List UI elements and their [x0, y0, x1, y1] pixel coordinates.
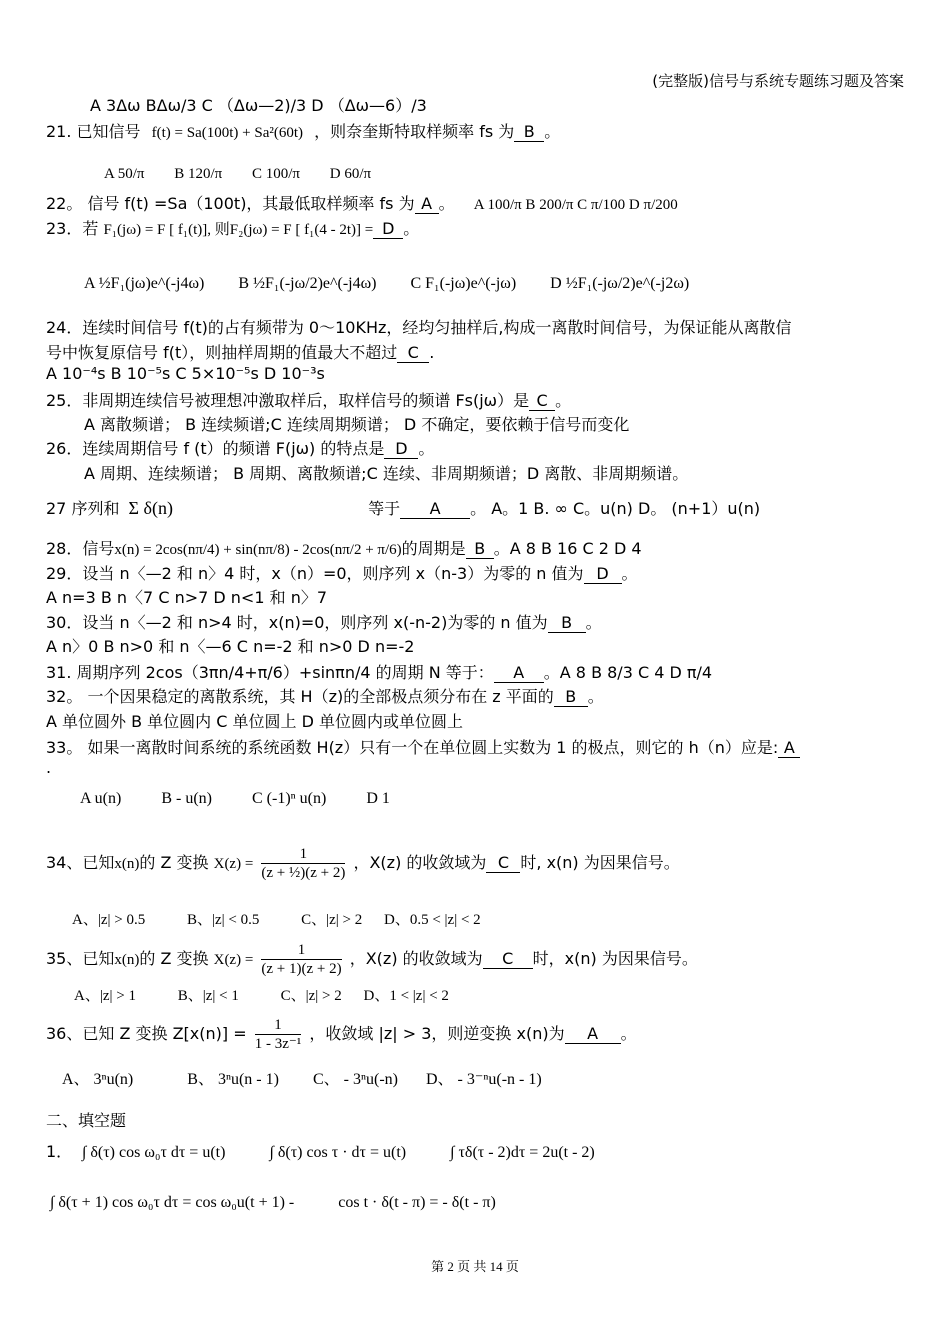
q21-answer: B: [514, 122, 544, 142]
q27-formula: Σ δ(n): [128, 498, 173, 518]
question-33: 33。 如果一离散时间系统的系统函数 H(z）只有一个在单位圆上实数为 1 的极点，则它的 h（n）应是: A: [46, 735, 800, 758]
q23-formula: F₁(jω) = F [ f₁(t)], 则F₂(jω) = F [ f₁(4 - 2t)] =: [103, 222, 374, 238]
q30-options: A n〉0 B n>0 和 n〈—6 C n=-2 和 n>0 D n=-2: [46, 637, 415, 656]
question-34: 34、已知x(n)的 Z 变换 X(z) = $\frac{1}{\text{(z + ½)(z + 2)}}$ ，X(z) 的收敛域为 C 时, x(n) 为因果信号。: [46, 846, 680, 881]
question-24-line2: 号中恢复原信号 f(t），则抽样周期的值最大不超过 C .: [46, 343, 435, 362]
q30-answer: B: [548, 613, 586, 633]
q31-answer: A: [494, 663, 544, 683]
question-24-line1: 24．连续时间信号 f(t)的占有频带为 0～10KHz，经均匀抽样后,构成一离散时间信号，为保证能从离散信: [46, 318, 792, 337]
question-22: 22。 信号 f(t) =Sa（100t)，其最低取样频率 fs 为 A 。 A 100/π B 200/π C π/100 D π/200: [46, 194, 678, 213]
fill-1-label: 1．: [46, 1142, 73, 1161]
q28-answer: B: [466, 539, 494, 559]
q32-options: A 单位圆外 B 单位圆内 C 单位圆上 D 单位圆内或单位圆上: [46, 712, 464, 731]
fill-1-row2: ∫ δ(τ + 1) cos ω₀τ dτ = cos ω₀u(t + 1) - cos t · δ(t - π) = - δ(t - π): [50, 1194, 496, 1211]
q36-fraction: $\frac{1}{\text{1 - 3z⁻¹}}$: [254, 1017, 302, 1052]
q29-options: A n=3 B n〈7 C n>7 D n<1 和 n〉7: [46, 588, 328, 607]
q35-answer: C: [483, 949, 533, 969]
question-26: 26．连续周期信号 f (t）的频谱 F(jω) 的特点是 D 。: [46, 439, 435, 458]
question-30: 30．设当 n〈—2 和 n>4 时，x(n)=0，则序列 x(-n-2)为零的 n 值为 B 。: [46, 613, 602, 632]
q27-answer: A: [400, 499, 470, 519]
document-header: (完整版)信号与系统专题练习题及答案: [652, 72, 904, 90]
q34-fraction: $\frac{1}{\text{(z + ½)(z + 2)}}$: [261, 846, 346, 881]
q20-options: A 3Δω BΔω/3 C （Δω—2)/3 D （Δω—6）/3: [90, 96, 427, 115]
q35-options: A、|z| > 1 B、|z| < 1 C、|z| > 2 D、1 < |z| < 2: [74, 988, 449, 1004]
q24-options: A 10⁻⁴s B 10⁻⁵s C 5×10⁻⁵s D 10⁻³s: [46, 364, 325, 383]
q32-answer: B: [554, 687, 588, 707]
fill-1-row1: ∫ δ(τ) cos ω₀τ dτ = u(t) ∫ δ(τ) cos τ · dτ = u(t) ∫ τδ(τ - 2)dτ = 2u(t - 2): [82, 1144, 595, 1161]
question-28: 28．信号x(n) = 2cos(nπ/4) + sin(nπ/8) - 2cos(nπ/2 + π/6)的周期是 B 。A 8 B 16 C 2 D 4: [46, 539, 642, 558]
q34-answer: C: [486, 853, 520, 873]
q26-answer: D: [384, 439, 418, 459]
q25-options: A 离散频谱； B 连续频谱;C 连续周期频谱； D 不确定，要依赖于信号而变化: [84, 415, 630, 434]
section-2-title: 二、填空题: [46, 1111, 127, 1130]
question-29: 29．设当 n〈—2 和 n〉4 时，x（n）=0，则序列 x（n-3）为零的 n 值为 D 。: [46, 564, 638, 583]
q23-answer: D: [373, 219, 403, 239]
q26-options: A 周期、连续频谱； B 周期、离散频谱;C 连续、非周期频谱；D 离散、非周期频谱。: [84, 464, 689, 483]
q22-answer: A: [415, 194, 439, 214]
q23-options: A ½F₁(jω)e^(-j4ω) B ½F₁(-jω/2)e^(-j4ω) C F₁(-jω)e^(-jω) D ½F₁(-jω/2)e^(-j2ω): [84, 275, 690, 292]
question-25: 25．非周期连续信号被理想冲激取样后，取样信号的频谱 Fs(jω）是 C 。: [46, 391, 572, 410]
question-23: 23．若 F₁(jω) = F [ f₁(t)], 则F₂(jω) = F [ f₁(4 - 2t)] = D 。: [46, 219, 420, 238]
question-27: 27 序列和 Σ δ(n) 等于 A 。 A。1 B. ∞ C。u(n) D。 (n+1）u(n): [46, 498, 761, 518]
q24-answer: C: [397, 343, 429, 363]
q36-options: A、 3ⁿu(n) B、 3ⁿu(n - 1) C、 - 3ⁿu(-n) D、 - 3⁻ⁿu(-n - 1): [62, 1071, 542, 1088]
q28-formula: x(n) = 2cos(nπ/4) + sin(nπ/8) - 2cos(nπ/2 + π/6): [114, 542, 402, 558]
q36-answer: A: [565, 1024, 621, 1044]
q35-fraction: $\frac{1}{(z + 1)(z + 2)}$: [261, 942, 342, 977]
q33-options: A u(n) B - u(n) C (-1)ⁿ u(n) D 1: [80, 790, 390, 807]
q21-options: A 50/π B 120/π C 100/π D 60/π: [104, 166, 372, 182]
page-footer: 第 2 页 共 14 页: [431, 1259, 519, 1274]
q33-dot: .: [46, 758, 52, 777]
q33-answer: A: [778, 738, 800, 758]
q29-answer: D: [584, 564, 622, 584]
question-36: 36、已知 Z 变换 Z[x(n)] = $\frac{1}{\text{1 - 3z⁻¹}}$ ，收敛域 |z| > 3，则逆变换 x(n)为 A 。: [46, 1017, 637, 1052]
question-31: 31. 周期序列 2cos（3πn/4+π/6）+sinπn/4 的周期 N 等于： A 。A 8 B 8/3 C 4 D π/4: [46, 663, 713, 682]
q21-formula: f(t) = Sa(100t) + Sa²(60t): [151, 125, 304, 141]
question-32: 32。 一个因果稳定的离散系统，其 H（z)的全部极点须分布在 z 平面的 B 。: [46, 687, 604, 706]
question-35: 35、已知x(n)的 Z 变换 X(z) = $\frac{1}{(z + 1)(z + 2)}$ ，X(z) 的收敛域为 C 时，x(n) 为因果信号。: [46, 942, 698, 977]
question-21: 21. 已知信号 f(t) = Sa(100t) + Sa²(60t) ，则奈奎斯特取样频率 fs 为 B 。: [46, 122, 561, 141]
q25-answer: C: [529, 391, 555, 411]
q34-options: A、|z| > 0.5 B、|z| < 0.5 C、|z| > 2 D、0.5 < |z| < 2: [72, 912, 481, 928]
